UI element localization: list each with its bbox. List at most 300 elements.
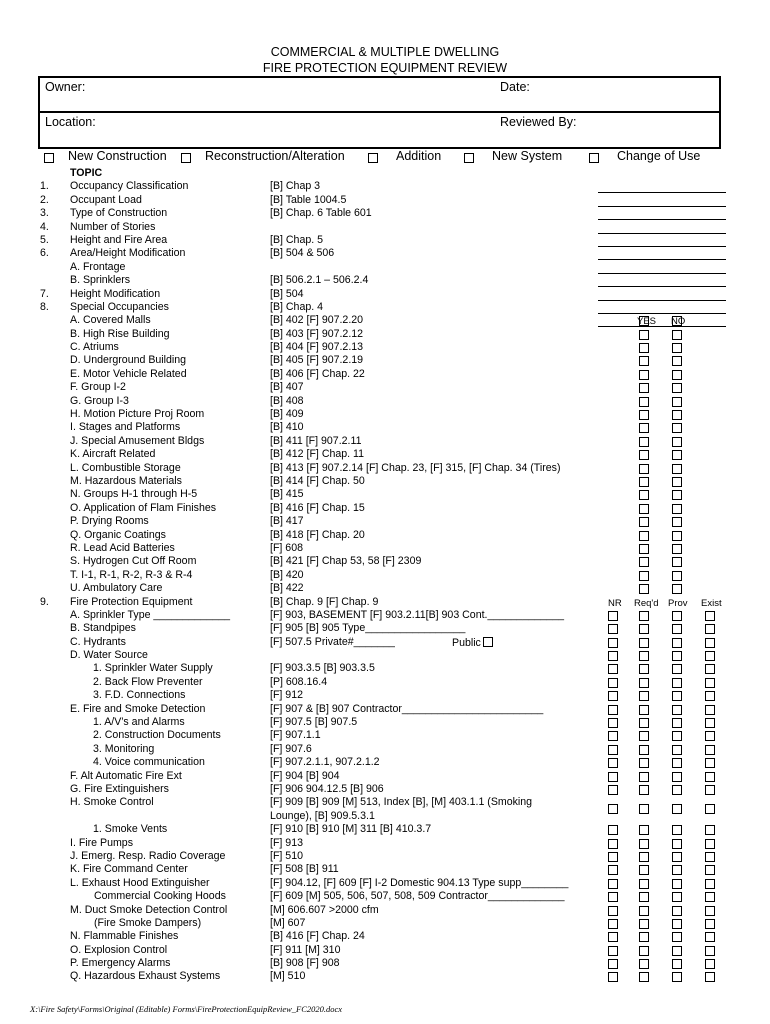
- checkbox-public-hydrant[interactable]: [483, 637, 493, 647]
- checkbox-reqd[interactable]: [639, 705, 649, 715]
- checklist-row: [0, 890, 770, 903]
- code-reference: [F] 913: [270, 836, 303, 849]
- checklist-row: [0, 368, 770, 381]
- checkbox-prov[interactable]: [672, 664, 682, 674]
- checkbox-nr[interactable]: [608, 691, 618, 701]
- topic-label: F. Group I-2: [70, 381, 126, 394]
- checkbox-nr[interactable]: [608, 638, 618, 648]
- checkbox-reqd[interactable]: [639, 624, 649, 634]
- topic-header-row: [0, 167, 770, 180]
- code-reference: [F] 608: [270, 541, 303, 554]
- checkbox-reqd[interactable]: [639, 718, 649, 728]
- checkbox-nr[interactable]: [608, 678, 618, 688]
- checkbox-yes[interactable]: [639, 423, 649, 433]
- checkbox-reqd[interactable]: [639, 852, 649, 862]
- checkbox-no[interactable]: [672, 330, 682, 340]
- code-reference: [F] 609 [M] 505, 506, 507, 508, 509 Contractor_____________: [270, 890, 565, 903]
- topic-label: I. Stages and Platforms: [70, 421, 181, 434]
- checkbox-yes[interactable]: [639, 450, 649, 460]
- topic-label: Q. Hazardous Exhaust Systems: [70, 970, 221, 983]
- code-reference: [B] 504 & 506: [270, 247, 335, 260]
- checkbox-nr[interactable]: [608, 804, 618, 814]
- checkbox-no[interactable]: [672, 464, 682, 474]
- checkbox-exist[interactable]: [705, 664, 715, 674]
- checkbox-reqd[interactable]: [639, 745, 649, 755]
- code-reference: [F] 907.1.1: [270, 729, 321, 742]
- checkbox-prov[interactable]: [672, 745, 682, 755]
- column-header-nr: NR: [608, 597, 622, 609]
- topic-label: B. High Rise Building: [70, 327, 170, 340]
- checklist-rows: [0, 167, 770, 984]
- checklist-row: [0, 180, 770, 193]
- checkbox-exist[interactable]: [705, 972, 715, 982]
- checkbox-exist[interactable]: [705, 745, 715, 755]
- checklist-row: [0, 863, 770, 876]
- checkbox-reqd[interactable]: [639, 906, 649, 916]
- checkbox-nr[interactable]: [608, 919, 618, 929]
- checkbox-yes[interactable]: [639, 330, 649, 340]
- checkbox-yes[interactable]: [639, 584, 649, 594]
- checkbox-exist[interactable]: [705, 651, 715, 661]
- checkbox-yes[interactable]: [639, 370, 649, 380]
- checklist-row: [0, 328, 770, 341]
- column-header-exist: Exist: [701, 597, 722, 609]
- checkbox-nr[interactable]: [608, 758, 618, 768]
- checkbox-nr[interactable]: [608, 972, 618, 982]
- topic-label: 4. Voice communication: [93, 756, 205, 769]
- topic-label: 3. Monitoring: [93, 742, 155, 755]
- checkbox-reqd[interactable]: [639, 825, 649, 835]
- checkbox-prov[interactable]: [672, 839, 682, 849]
- checkbox-reqd[interactable]: [639, 946, 649, 956]
- checkbox-prov[interactable]: [672, 651, 682, 661]
- code-reference: [F] 907.5 [B] 907.5: [270, 716, 358, 729]
- checklist-row: [0, 729, 770, 742]
- checkbox-prov[interactable]: [672, 731, 682, 741]
- topic-label: Height and Fire Area: [70, 233, 168, 246]
- checkbox-yes[interactable]: [639, 464, 649, 474]
- checkbox-nr[interactable]: [608, 892, 618, 902]
- checkbox-yes[interactable]: [639, 490, 649, 500]
- checkbox-exist[interactable]: [705, 852, 715, 862]
- checkbox-yes[interactable]: [639, 397, 649, 407]
- topic-label: A. Covered Malls: [70, 314, 151, 327]
- checklist-row: [0, 662, 770, 675]
- code-reference: [B] 421 [F] Chap 53, 58 [F] 2309: [270, 555, 422, 568]
- code-reference: [M] 607: [270, 916, 306, 929]
- checkbox-reqd[interactable]: [639, 972, 649, 982]
- checkbox-reqd[interactable]: [639, 959, 649, 969]
- item-number: 5.: [40, 233, 49, 246]
- checkbox-nr[interactable]: [608, 611, 618, 621]
- topic-label: J. Special Amusement Bldgs: [70, 434, 205, 447]
- checkbox-reconstruction-alteration[interactable]: [181, 153, 191, 163]
- checkbox-reqd[interactable]: [639, 691, 649, 701]
- form-subtitle: FIRE PROTECTION EQUIPMENT REVIEW: [262, 61, 508, 75]
- checklist-row: [0, 488, 770, 501]
- checklist-row: [0, 421, 770, 434]
- owner-date-box: [38, 76, 721, 113]
- checkbox-nr[interactable]: [608, 852, 618, 862]
- checkbox-exist[interactable]: [705, 906, 715, 916]
- checkbox-yes[interactable]: [639, 557, 649, 567]
- checkbox-prov[interactable]: [672, 611, 682, 621]
- checkbox-nr[interactable]: [608, 865, 618, 875]
- checkbox-exist[interactable]: [705, 825, 715, 835]
- checkbox-no[interactable]: [672, 356, 682, 366]
- topic-label: N. Groups H-1 through H-5: [70, 488, 198, 501]
- topic-label: Commercial Cooking Hoods: [94, 890, 226, 903]
- checkbox-reqd[interactable]: [639, 758, 649, 768]
- topic-label: Height Modification: [70, 287, 161, 300]
- checkbox-yes[interactable]: [639, 343, 649, 353]
- checkbox-reqd[interactable]: [639, 785, 649, 795]
- checkbox-prov[interactable]: [672, 825, 682, 835]
- code-reference: [B] 414 [F] Chap. 50: [270, 474, 365, 487]
- checkbox-reqd[interactable]: [639, 865, 649, 875]
- checklist-row: [0, 649, 770, 662]
- code-reference: [B] 411 [F] 907.2.11: [270, 434, 362, 447]
- code-reference: [F] 911 [M] 310: [270, 943, 341, 956]
- checklist-row: [0, 234, 770, 247]
- checkbox-exist[interactable]: [705, 705, 715, 715]
- checkbox-exist[interactable]: [705, 932, 715, 942]
- column-header-yes: YES: [637, 316, 657, 328]
- topic-label: E. Fire and Smoke Detection: [70, 702, 206, 715]
- checkbox-change-of-use[interactable]: [589, 153, 599, 163]
- code-reference: [B] 410: [270, 421, 304, 434]
- code-reference: [B] 504: [270, 287, 304, 300]
- checklist-row: [0, 435, 770, 448]
- checkbox-prov[interactable]: [672, 919, 682, 929]
- label-new-system: New System: [492, 149, 563, 163]
- checklist-row: [0, 462, 770, 475]
- checkbox-reqd[interactable]: [639, 638, 649, 648]
- topic-label: O. Application of Flam Finishes: [70, 501, 217, 514]
- checkbox-nr[interactable]: [608, 624, 618, 634]
- checkbox-prov[interactable]: [672, 678, 682, 688]
- checklist-row: [0, 288, 770, 301]
- code-reference: [B] 418 [F] Chap. 20: [270, 528, 365, 541]
- checkbox-no[interactable]: [672, 517, 682, 527]
- topic-label: Occupant Load: [70, 193, 142, 206]
- code-reference: [F] 903.3.5 [B] 903.3.5: [270, 662, 375, 675]
- topic-label: Fire Protection Equipment: [70, 595, 193, 608]
- checkbox-exist[interactable]: [705, 865, 715, 875]
- topic-label: P. Drying Rooms: [70, 515, 149, 528]
- topic-label: T. I-1, R-1, R-2, R-3 & R-4: [70, 568, 193, 581]
- checklist-row: [0, 194, 770, 207]
- checklist-row: [0, 636, 770, 649]
- checkbox-reqd[interactable]: [639, 731, 649, 741]
- checkbox-no[interactable]: [672, 557, 682, 567]
- topic-label: 3. F.D. Connections: [93, 689, 186, 702]
- checkbox-yes[interactable]: [639, 571, 649, 581]
- topic-label: S. Hydrogen Cut Off Room: [70, 555, 197, 568]
- checkbox-yes[interactable]: [639, 504, 649, 514]
- checkbox-prov[interactable]: [672, 691, 682, 701]
- topic-label: K. Aircraft Related: [70, 448, 156, 461]
- checkbox-yes[interactable]: [639, 437, 649, 447]
- topic-label: F. Alt Automatic Fire Ext: [70, 769, 182, 782]
- checkbox-no[interactable]: [672, 370, 682, 380]
- checklist-row: [0, 221, 770, 234]
- topic-label: L. Exhaust Hood Extinguisher: [70, 876, 210, 889]
- checkbox-prov[interactable]: [672, 718, 682, 728]
- checklist-row: [0, 917, 770, 930]
- topic-label: B. Sprinklers: [70, 274, 131, 287]
- checkbox-nr[interactable]: [608, 825, 618, 835]
- checkbox-prov[interactable]: [672, 972, 682, 982]
- checkbox-prov[interactable]: [672, 865, 682, 875]
- code-reference: [B] Chap. 5: [270, 233, 323, 246]
- checkbox-reqd[interactable]: [639, 804, 649, 814]
- checkbox-exist[interactable]: [705, 731, 715, 741]
- checklist-row: [0, 354, 770, 367]
- checkbox-yes[interactable]: [639, 410, 649, 420]
- checklist-row: [0, 743, 770, 756]
- checkbox-nr[interactable]: [608, 745, 618, 755]
- checkbox-exist[interactable]: [705, 718, 715, 728]
- checkbox-exist[interactable]: [705, 839, 715, 849]
- code-reference: [F] 907.2.1.1, 907.2.1.2: [270, 756, 380, 769]
- topic-label: U. Ambulatory Care: [70, 582, 163, 595]
- checklist-row: [0, 529, 770, 542]
- checkbox-reqd[interactable]: [639, 919, 649, 929]
- checklist-row: [0, 716, 770, 729]
- label-new-construction: New Construction: [68, 149, 167, 163]
- checklist-row: [0, 475, 770, 488]
- checkbox-nr[interactable]: [608, 932, 618, 942]
- checkbox-nr[interactable]: [608, 705, 618, 715]
- checkbox-addition[interactable]: [368, 153, 378, 163]
- checkbox-no[interactable]: [672, 477, 682, 487]
- owner-label: Owner:: [45, 80, 86, 94]
- footer-file-path: X:\Fire Safety\Forms\Original (Editable) Forms\FireProtectionEquipReview_FC2020.docx: [30, 1004, 343, 1014]
- checkbox-prov[interactable]: [672, 879, 682, 889]
- topic-label: D. Underground Building: [70, 354, 187, 367]
- checkbox-prov[interactable]: [672, 804, 682, 814]
- topic-label: A. Frontage: [70, 260, 126, 273]
- checkbox-nr[interactable]: [608, 664, 618, 674]
- checklist-row: [0, 850, 770, 863]
- checkbox-no[interactable]: [672, 571, 682, 581]
- checkbox-yes[interactable]: [639, 477, 649, 487]
- code-reference: [B] Table 1004.5: [270, 193, 347, 206]
- checkbox-yes[interactable]: [639, 383, 649, 393]
- checkbox-exist[interactable]: [705, 959, 715, 969]
- checkbox-exist[interactable]: [705, 611, 715, 621]
- checkbox-reqd[interactable]: [639, 879, 649, 889]
- column-header-reqd: Req'd: [634, 597, 659, 609]
- checkbox-reqd[interactable]: [639, 651, 649, 661]
- code-reference: [B] 407: [270, 381, 304, 394]
- project-type-row: [0, 149, 770, 165]
- checkbox-prov[interactable]: [672, 852, 682, 862]
- code-reference: [B] 406 [F] Chap. 22: [270, 367, 365, 380]
- checkbox-new-construction[interactable]: [44, 153, 54, 163]
- checkbox-reqd[interactable]: [639, 839, 649, 849]
- checkbox-nr[interactable]: [608, 731, 618, 741]
- checkbox-prov[interactable]: [672, 705, 682, 715]
- checkbox-exist[interactable]: [705, 624, 715, 634]
- checkbox-exist[interactable]: [705, 879, 715, 889]
- topic-label: (Fire Smoke Dampers): [94, 916, 202, 929]
- topic-label: 1. A/V’s and Alarms: [93, 716, 185, 729]
- public-label: Public: [452, 636, 481, 649]
- reviewed-by-label: Reviewed By:: [500, 115, 577, 129]
- checklist-row: [0, 301, 770, 314]
- topic-label: N. Flammable Finishes: [70, 930, 179, 943]
- checkbox-no[interactable]: [672, 397, 682, 407]
- checkbox-exist[interactable]: [705, 638, 715, 648]
- checkbox-yes[interactable]: [639, 544, 649, 554]
- item-number: 8.: [40, 300, 49, 313]
- label-change-of-use: Change of Use: [617, 149, 701, 163]
- checkbox-yes[interactable]: [639, 316, 649, 326]
- topic-label: K. Fire Command Center: [70, 863, 188, 876]
- column-header-prov: Prov: [668, 597, 688, 609]
- checkbox-prov[interactable]: [672, 906, 682, 916]
- checkbox-prov[interactable]: [672, 932, 682, 942]
- code-reference: [B] 417: [270, 515, 304, 528]
- checkbox-no[interactable]: [672, 437, 682, 447]
- code-reference: [P] 608.16.4: [270, 675, 328, 688]
- checkbox-prov[interactable]: [672, 959, 682, 969]
- checkbox-exist[interactable]: [705, 678, 715, 688]
- checklist-row: [0, 381, 770, 394]
- item-number: 6.: [40, 247, 49, 260]
- checklist-row: [0, 274, 770, 287]
- checkbox-exist[interactable]: [705, 772, 715, 782]
- topic-label: M. Duct Smoke Detection Control: [70, 903, 228, 916]
- checklist-row: [0, 502, 770, 515]
- checkbox-reqd[interactable]: [639, 664, 649, 674]
- topic-label: H. Motion Picture Proj Room: [70, 408, 205, 421]
- code-reference: [B] 403 [F] 907.2.12: [270, 327, 364, 340]
- code-reference-continued: Lounge), [B] 909.5.3.1: [270, 809, 375, 822]
- checklist-row: [0, 515, 770, 528]
- checkbox-exist[interactable]: [705, 892, 715, 902]
- topic-label: M. Hazardous Materials: [70, 474, 182, 487]
- code-reference: [F] 907 & [B] 907 Contractor________________________: [270, 702, 544, 715]
- code-reference: [B] Chap. 9 [F] Chap. 9: [270, 595, 379, 608]
- checkbox-prov[interactable]: [672, 892, 682, 902]
- checkbox-nr[interactable]: [608, 772, 618, 782]
- checkbox-no[interactable]: [672, 544, 682, 554]
- topic-label: Q. Organic Coatings: [70, 528, 166, 541]
- checkbox-yes[interactable]: [639, 517, 649, 527]
- form-title: COMMERCIAL & MULTIPLE DWELLING: [270, 45, 500, 59]
- code-reference: [B] 404 [F] 907.2.13: [270, 341, 364, 354]
- checkbox-no[interactable]: [672, 490, 682, 500]
- checkbox-no[interactable]: [672, 584, 682, 594]
- checkbox-prov[interactable]: [672, 758, 682, 768]
- checkbox-no[interactable]: [672, 410, 682, 420]
- checklist-row: [0, 877, 770, 890]
- location-reviewer-box: [38, 111, 721, 149]
- checkbox-prov[interactable]: [672, 772, 682, 782]
- public-hydrant: [452, 636, 491, 650]
- checkbox-nr[interactable]: [608, 906, 618, 916]
- checkbox-exist[interactable]: [705, 804, 715, 814]
- checkbox-reqd[interactable]: [639, 772, 649, 782]
- topic-label: G. Fire Extinguishers: [70, 782, 169, 795]
- checkbox-nr[interactable]: [608, 879, 618, 889]
- checklist-row: [0, 770, 770, 783]
- item-number: 3.: [40, 207, 49, 220]
- code-reference: [B] 416 [F] Chap. 15: [270, 501, 365, 514]
- code-reference: [B] Chap. 6 Table 601: [270, 207, 372, 220]
- topic-label: Area/Height Modification: [70, 247, 186, 260]
- code-reference: [B] 413 [F] 907.2.14 [F] Chap. 23, [F] 315, [F] Chap. 34 (Tires): [270, 461, 561, 474]
- checkbox-prov[interactable]: [672, 946, 682, 956]
- checkbox-exist[interactable]: [705, 919, 715, 929]
- checkbox-prov[interactable]: [672, 638, 682, 648]
- checklist-row: [0, 555, 770, 568]
- checklist-row: [0, 609, 770, 622]
- checklist-row: [0, 970, 770, 983]
- checkbox-exist[interactable]: [705, 691, 715, 701]
- checkbox-nr[interactable]: [608, 946, 618, 956]
- checkbox-exist[interactable]: [705, 946, 715, 956]
- code-reference: [B] 422: [270, 582, 304, 595]
- checkbox-no[interactable]: [672, 343, 682, 353]
- checkbox-prov[interactable]: [672, 624, 682, 634]
- item-number: 2.: [40, 193, 49, 206]
- checkbox-no[interactable]: [672, 531, 682, 541]
- checkbox-nr[interactable]: [608, 718, 618, 728]
- checklist-row: [0, 796, 770, 823]
- code-reference: [B] Chap. 4: [270, 300, 323, 313]
- checkbox-nr[interactable]: [608, 839, 618, 849]
- code-reference: [B] 416 [F] Chap. 24: [270, 930, 365, 943]
- checkbox-exist[interactable]: [705, 785, 715, 795]
- topic-label: Occupancy Classification: [70, 180, 189, 193]
- label-reconstruction-alteration: Reconstruction/Alteration: [205, 149, 345, 163]
- code-reference: [B] 420: [270, 568, 304, 581]
- checkbox-no[interactable]: [672, 423, 682, 433]
- checkbox-reqd[interactable]: [639, 678, 649, 688]
- checkbox-yes[interactable]: [639, 531, 649, 541]
- checkbox-no[interactable]: [672, 504, 682, 514]
- checkbox-reqd[interactable]: [639, 892, 649, 902]
- code-reference: [F] 909 [B] 909 [M] 513, Index [B], [M] 403.1.1 (Smoking: [270, 796, 533, 809]
- checkbox-no[interactable]: [672, 450, 682, 460]
- checkbox-no[interactable]: [672, 383, 682, 393]
- checklist-row: [0, 596, 770, 609]
- code-reference: [B] 908 [F] 908: [270, 957, 340, 970]
- checkbox-reqd[interactable]: [639, 611, 649, 621]
- checkbox-yes[interactable]: [639, 356, 649, 366]
- item-number: 9.: [40, 595, 49, 608]
- checklist-row: [0, 408, 770, 421]
- checklist-row: [0, 957, 770, 970]
- column-header-no: NO: [671, 316, 686, 328]
- checkbox-nr[interactable]: [608, 785, 618, 795]
- checkbox-nr[interactable]: [608, 651, 618, 661]
- checklist-row: [0, 207, 770, 220]
- checkbox-exist[interactable]: [705, 758, 715, 768]
- checkbox-new-system[interactable]: [464, 153, 474, 163]
- checklist-row: [0, 783, 770, 796]
- checkbox-nr[interactable]: [608, 959, 618, 969]
- checklist-row: [0, 689, 770, 702]
- topic-label: 2. Construction Documents: [93, 729, 221, 742]
- checkbox-prov[interactable]: [672, 785, 682, 795]
- checkbox-no[interactable]: [672, 316, 682, 326]
- checkbox-reqd[interactable]: [639, 932, 649, 942]
